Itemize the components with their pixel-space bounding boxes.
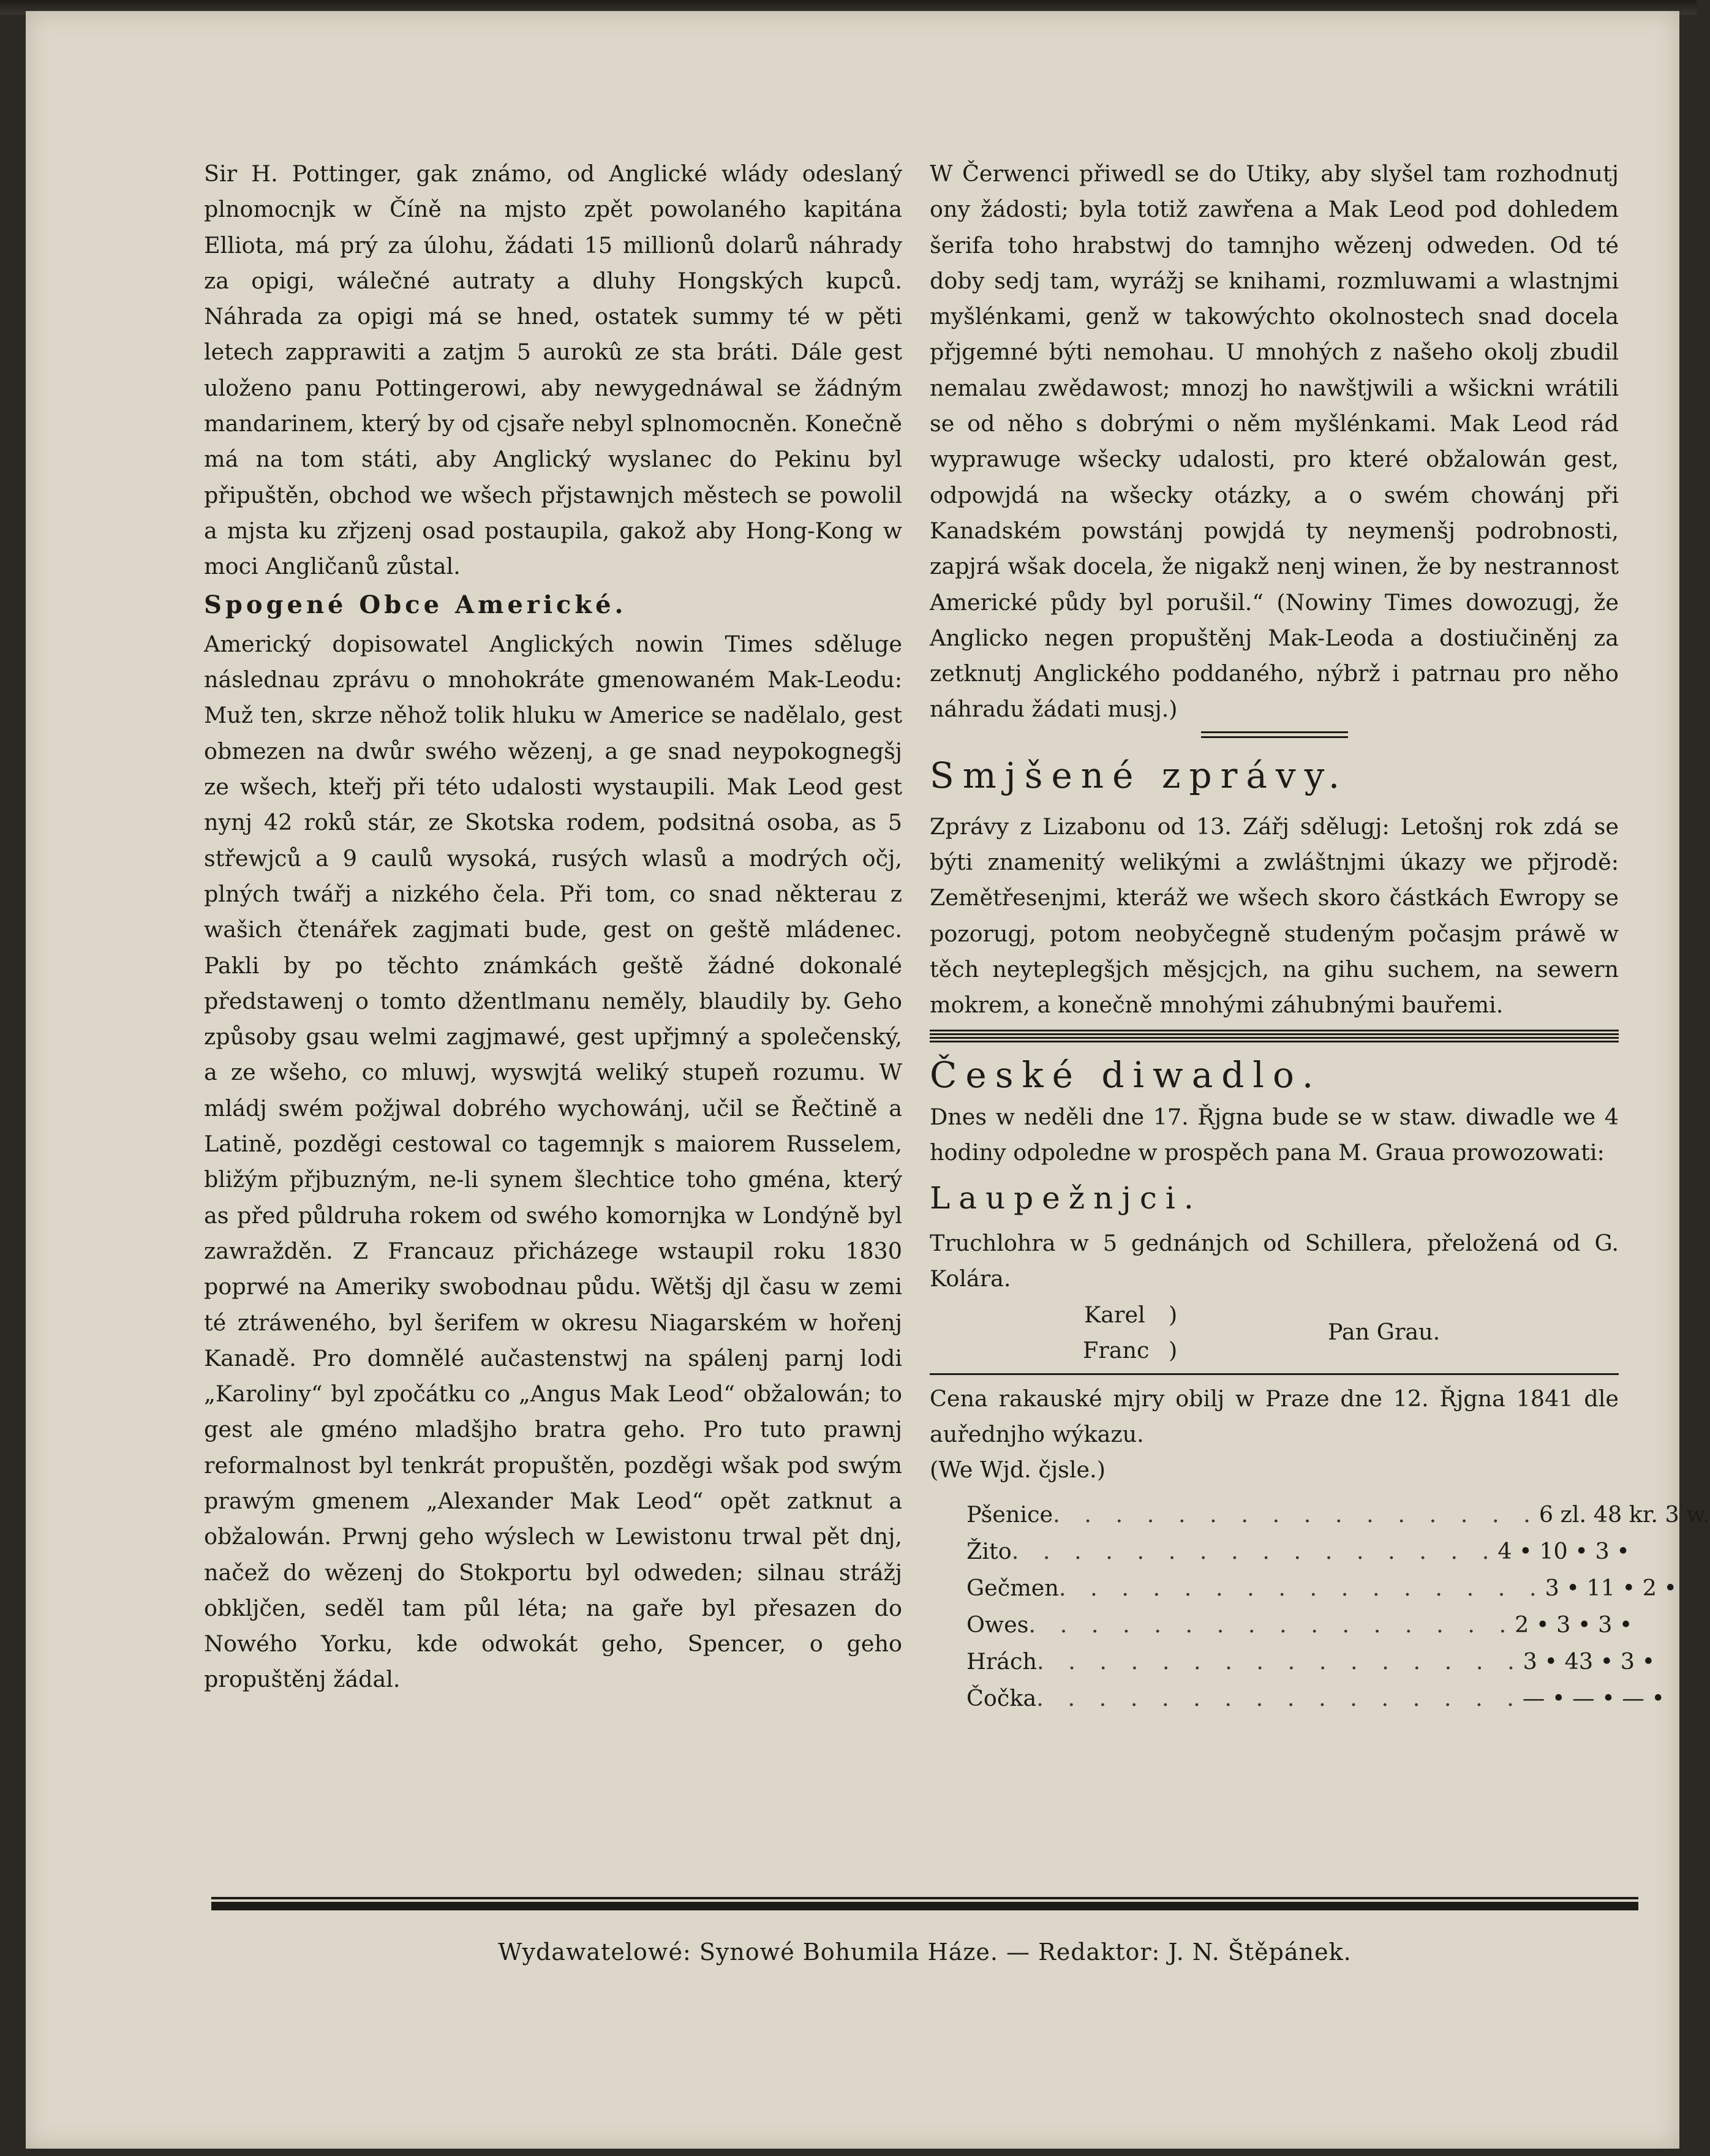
leader-dots: . . . . . . . . . . . . . . . . bbox=[1036, 1684, 1523, 1711]
price-row bbox=[966, 1681, 1665, 1717]
price-divider bbox=[930, 1373, 1619, 1375]
price-row bbox=[966, 1570, 1678, 1607]
section-divider bbox=[1201, 731, 1348, 738]
prices-title: Cena rakauské mjry obilj w Praze dne 12. Řjgna 1841 dle auřednjho wýkazu. bbox=[930, 1385, 1619, 1448]
price-row bbox=[966, 1644, 1655, 1681]
play-subtitle: Truchlohra w 5 gednánjch od Schillera, přeložená od G. Kolára. bbox=[930, 1230, 1619, 1292]
grain-price: 4 • 10 • 3 • bbox=[1497, 1537, 1630, 1564]
grain-price: — • — • — • bbox=[1522, 1684, 1665, 1711]
cast-role-karel: Karel bbox=[1084, 1301, 1145, 1328]
price-row bbox=[966, 1534, 1630, 1570]
pottinger-article: Sir H. Pottinger, gak známo, od Anglické wlády odeslaný plnomocnjk w Číně na mjsto zpět powolaného kapitána Elliota, má prý za úlohu, žádati 15 millionů dolarů náhrady za opigi, wálečné autraty a dluhy Hongských kupců. Náhrada za opigi má se hned, ostatek summy té w pěti letech zapprawiti a zatjm 5 aurokû ze sta bráti. Dále gest uloženo panu Pottingerowi, aby newygednáwal se žádným mandarinem, který by od cjsaře nebyl splnomocněn. Konečně má na tom státi, aby Anglický wyslanec do Pekinu byl připuštěn, obchod we wšech přjstawnjch městech se powolil a mjsta ku zřjzenj osad postaupila, gakož aby Hong-Kong w moci Angličanů zůstal. bbox=[204, 160, 902, 580]
grain-price: 3 • 43 • 3 • bbox=[1523, 1648, 1655, 1675]
footer-rule bbox=[211, 1897, 1638, 1913]
leader-dots: . . . . . . . . . . . . . . . . bbox=[1058, 1574, 1545, 1601]
grain-name: Žito bbox=[966, 1537, 1012, 1564]
grain-price: 2 • 3 • 3 • bbox=[1515, 1611, 1633, 1638]
section-heading-theatre: České diwadlo. bbox=[930, 1054, 1322, 1096]
price-row bbox=[966, 1497, 1710, 1534]
grain-name: Čočka bbox=[966, 1684, 1037, 1711]
grain-name: Pšenice bbox=[966, 1501, 1053, 1528]
section-heading-news: Smjšené zprávy. bbox=[930, 754, 1349, 796]
cast-actor: Pan Grau. bbox=[1328, 1318, 1441, 1345]
macleod-article-continued: W Čerwenci přiwedl se do Utiky, aby slyšel tam rozhodnutj ony žádosti; byla totiž zawřena a Mak Leod pod dohledem šerifa toho hrabstwj do tamnjho wězenj odweden. Od té doby sedj tam, wyrážj se knihami, rozmluwami a wlastnjmi myšlénkami, genž w takowýchto okolnostech snad docela přjgemné býti nemohau. U mnohých z našeho okolj zbudil nemalau zwědawost; mnozj ho nawštjwili a wšickni wrátili se od něho s dobrými o něm myšlénkami. Mak Leod rád wyprawuge wšecky udalosti, pro které obžalowán gest, odpowjdá na wšecky otázky, a o swém chowánj při Kanadském powstánj powjdá ty neymenšj podrobnosti, zapjrá wšak docela, že nigakž nenj winen, že by nestrannost Americké půdy byl porušil.“ (Nowiny Times dowozugj, že Anglicko negen propuštěnj Mak-Leoda a dostiučiněnj za zetknutj Anglického poddaného, nýbrž i patrnau pro něho náhradu žádati musj.) bbox=[930, 160, 1619, 723]
macleod-article: Americký dopisowatel Anglických nowin Times sděluge následnau zprávu o mnohokráte gmenowaném Mak-Leodu: Muž ten, skrze něhož tolik hluku w Americe se nadělalo, gest obmezen na dwůr swého wězenj, a ge snad neypokognegšj ze wšech, kteřj při této udalosti wystaupili. Mak Leod gest nynj 42 roků stár, ze Skotska rodem, podsitná osoba, as 5 střewjců a 9 caulů wysoká, rusých wlasů a modrých očj, plných twářj a nizkého čela. Při tom, co snad některau z wašich čtenářek zagjmati bude, gest on geště mládenec. Pakli by po těchto známkách geště žádné dokonalé předstawenj o tomto džentlmanu neměly, blaudily by. Geho způsoby gsau welmi zagjmawé, gest upřjmný a společenský, a ze wšeho, co mluwj, wyswjtá weliký stupeň rozumu. W mládj swém požjwal dobrého wychowánj, učil se Řečtině a Latině, pozděgi cestowal co tagemnjk s maiorem Russelem, bližým přjbuzným, ne-li synem šlechtice toho gména, který as před půldruha rokem od swého komornjka w Londýně byl zawražděn. Z Francauz přicházege wstaupil roku 1830 poprwé na Ameriky swobodnau půdu. Wětšj djl času w zemi té ztráweného, byl šerifem w okresu Niagarském w hořenj Kanadě. Pro domnělé aučastenstwj na spálenj parnj lodi „Karoliny“ byl zpočátku co „Angus Mak Leod“ obžalowán; to gest ale gméno mladšjho bratra geho. Pro tuto prawnj reformalnost byl tenkrát propuštěn, pozděgi wšak pod swým prawým gmenem „Alexander Mak Leod“ opět zatknut a obžalowán. Prwnj geho wýslech w Lewistonu trwal pět dnj, načež do wězenj do Stokportu byl odweden; silnau strážj obkljčen, seděl tam půl léta; na gaře byl přesazen do Nowého Yorku, kde odwokát geho, Spencer, o geho propuštěnj žádal. bbox=[204, 630, 902, 1693]
leader-dots: . . . . . . . . . . . . . . . . bbox=[1037, 1648, 1523, 1675]
section-divider-heavy bbox=[930, 1030, 1619, 1043]
grain-price: 6 zl. 48 kr. 3 w. bbox=[1539, 1501, 1710, 1528]
grain-name: Gečmen bbox=[966, 1574, 1059, 1601]
cast-role-franc: Franc bbox=[1083, 1336, 1150, 1363]
publisher-footer: Wydawatelowé: Synowé Bohumila Háze. — Redaktor: J. N. Štěpánek. bbox=[498, 1939, 1352, 1966]
prices-note: (We Wjd. čjsle.) bbox=[930, 1457, 1105, 1483]
left-column bbox=[204, 156, 902, 1698]
grain-price: 3 • 11 • 2 • bbox=[1545, 1574, 1678, 1601]
theatre-announcement: Dnes w neděli dne 17. Řjgna bude se w staw. diwadle we 4 hodiny odpoledne w prospěch pana M. Graua prowozowati: bbox=[930, 1103, 1619, 1166]
price-table bbox=[966, 1497, 1710, 1717]
lisbon-news: Zprávy z Lizabonu od 13. Zářj sdělugj: Letošnj rok zdá se býti znamenitý welikými a zwláštnjmi úkazy we přjrodě: Zemětřesenjmi, kteráž we wšech skoro částkách Ewropy se pozorugj, potom neobyčegně studeným počasjm práwě w těch neyteplegšjch měsjcjch, na gihu suchem, na sewern mokrem, a konečně mnohými záhubnými bauřemi. bbox=[930, 813, 1619, 1019]
play-title: Laupežnjci. bbox=[930, 1180, 1202, 1216]
grain-name: Hrách bbox=[966, 1648, 1037, 1675]
section-heading-usa: Spogené Obce Americké. bbox=[204, 590, 627, 619]
cast-list bbox=[930, 1297, 1619, 1368]
cast-brace: ) ) bbox=[1169, 1301, 1178, 1363]
leader-dots: . . . . . . . . . . . . . . . . bbox=[1028, 1611, 1515, 1638]
right-column bbox=[930, 156, 1710, 1717]
leader-dots: . . . . . . . . . . . . . . . . bbox=[1011, 1537, 1498, 1564]
grain-name: Owes bbox=[966, 1611, 1029, 1638]
price-row bbox=[966, 1607, 1633, 1644]
leader-dots: . . . . . . . . . . . . . . . . bbox=[1053, 1501, 1539, 1528]
